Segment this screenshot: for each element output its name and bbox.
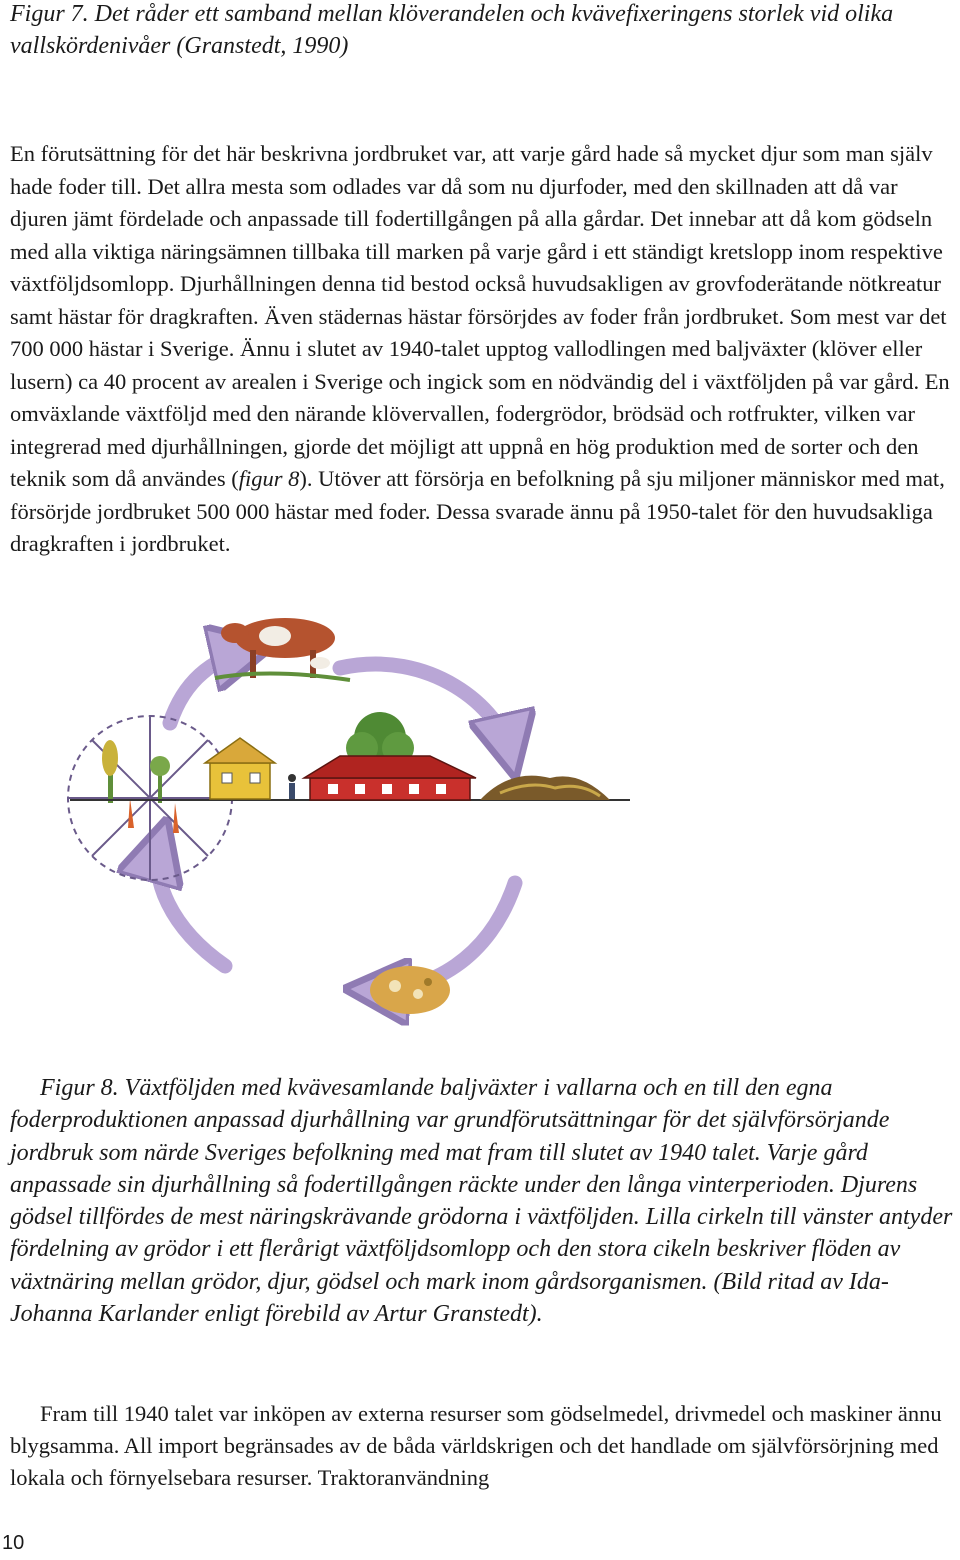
figure-8-caption-text: Figur 8. Växtföljden med kvävesamlande baljväxter i vallarna och en till den egna foderproduktionen anpassad djurhållning var grundförutsättningar för det självförsörjande jordbruk som närde Sveriges befolkning med mat fram till slutet av 1940 talet. Varje gård anpassade sin djurhållning så fodertillgången räckte under den långa vinterperioden. Djurens gödsel tillfördes de mest näringskrävande grödorna i växtföljden. Lilla cirkeln till vänster antyder fördelning av grödor i ett flerårigt växtföljdsomlopp och den stora cikeln beskriver flöden av växtnäring mellan grödor, djur, gödsel och mark inom gårdsorganismen. (Bild ritad av Ida-Johanna Karlander enligt förebild av Artur Granstedt). [10, 1075, 953, 1328]
figure-8-caption [10, 1072, 958, 1330]
nutrient-cycle-illustration [10, 598, 960, 1038]
cycle-arrow-icon [158, 650, 515, 990]
crop-plants [102, 740, 179, 833]
house-icon [205, 738, 275, 799]
figure-8-reference[interactable]: figur 8 [238, 466, 300, 491]
page-number: 10 [2, 1532, 25, 1554]
manure-pile-icon [480, 776, 610, 800]
body-paragraph-2 [10, 1398, 955, 1494]
body-paragraph-2-text: Fram till 1940 talet var inköpen av externa resurser som gödselmedel, drivmedel och maskiner ännu blygsamma. All import begränsades av de båda världskrigen och det handlade om självförsörjning med lokala och förnyelsebara resurser. Traktoranvändning [10, 1401, 942, 1490]
body-paragraph-1-text-after: ). Utöver att försörja en befolkning på sju miljoner människor med mat, försörjde jordbruket 500 000 hästar med foder. Dessa svarade ännu på 1950-talet för den huvudsakliga dragkraften i jordbruket. [10, 466, 945, 556]
soil-clump-icon [370, 966, 450, 1014]
body-paragraph-1 [10, 138, 955, 561]
crop-circle-icon [68, 716, 232, 880]
barn-icon [304, 756, 476, 800]
body-paragraph-1-text: En förutsättning för det här beskrivna jordbruket var, att varje gård hade så mycket djur som man själv hade foder till. Det allra mesta som odlades var då som nu djurfoder, med den skillnaden att då var djuren jämt fördelade och anpassade till fodertillgången på alla gårdar. Det innebar att då kom gödseln med alla viktiga näringsämnen tillbaka till marken på varje gård i ett ständigt kretslopp inom respektive växtföljdsomlopp. Djurhållningen denna tid bestod också huvudsakligen av grovfoderätande nötkreatur samt hästar för dragkraften. Även städernas hästar försörjdes av foder från jordbruket. Som mest var det 700 000 hästar i Sverige. Ännu i slutet av 1940-talet upptog vallodlingen med baljväxter (klöver eller lusern) ca 40 procent av arealen i Sverige och ingick som en nödvändig del i växtföljden på var gård. En omväxlande växtföljd med den närande klövervallen, fodergrödor, brödsäd och rotfrukter, vilken var integrerad med djurhållningen, gjorde det möjligt att uppnå en hög produktion med de sorter och den teknik som då användes ( [10, 141, 950, 491]
person-icon [288, 774, 296, 799]
figure-7-caption: Figur 7. Det råder ett samband mellan klöverandelen och kvävefixeringens storlek vid olika vallskördenivåer (Granstedt, 1990) [10, 1, 894, 59]
